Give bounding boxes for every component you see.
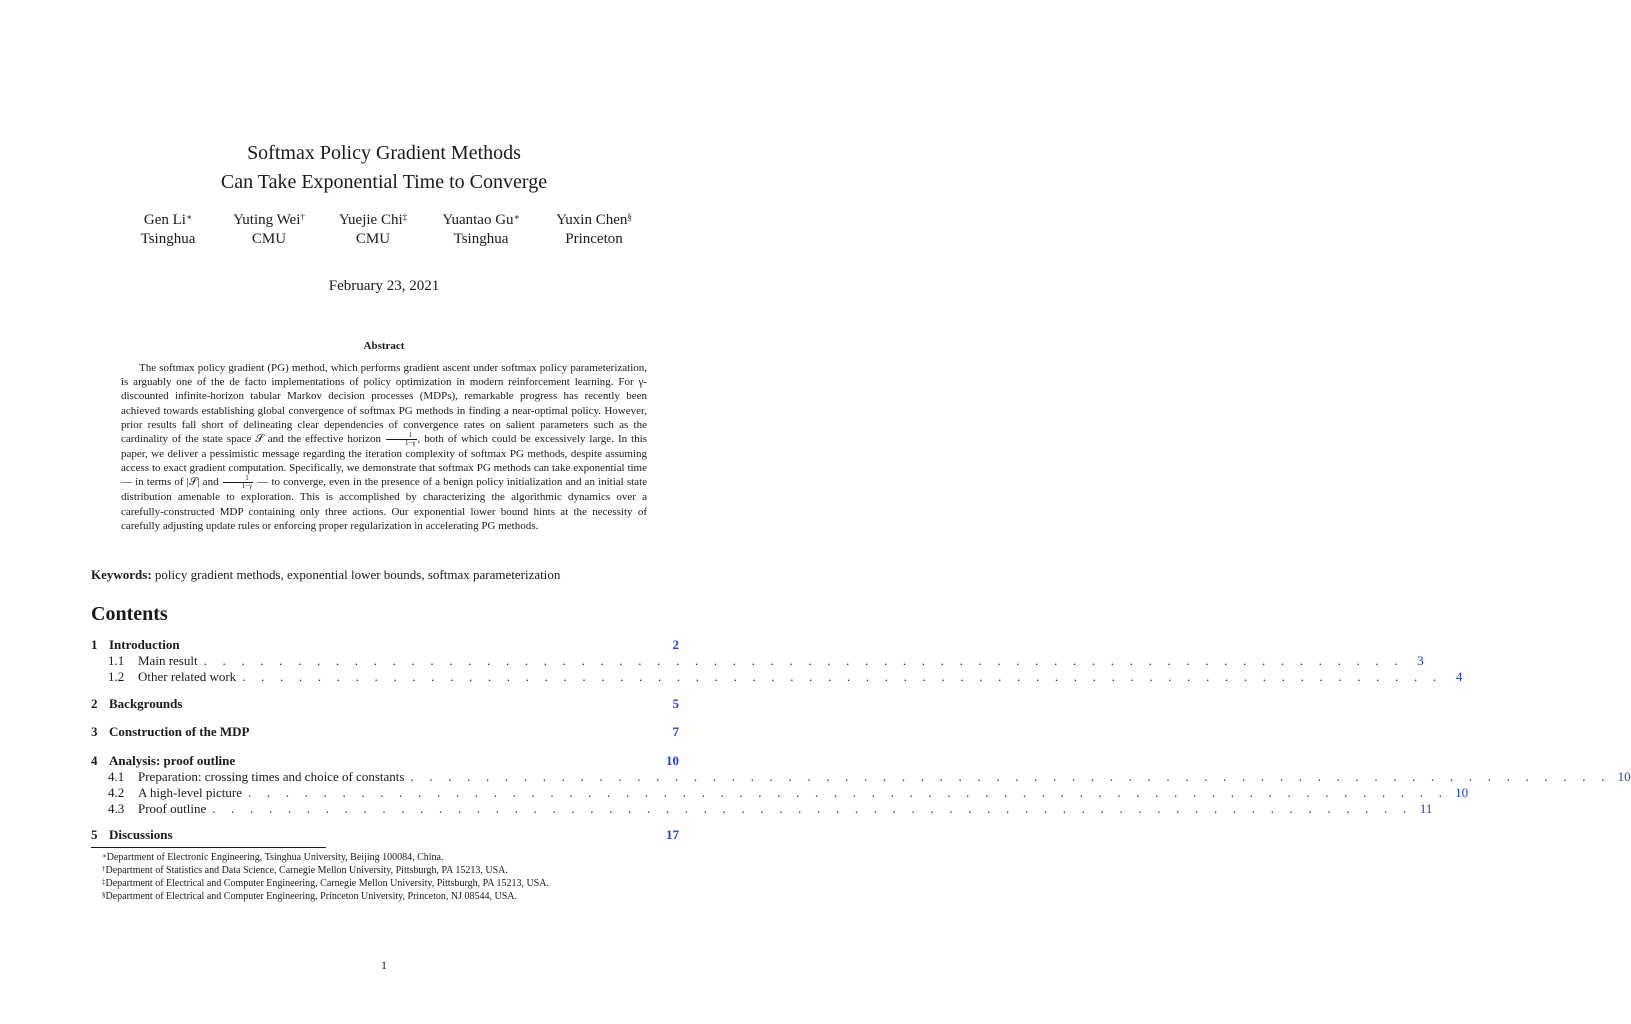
fraction-one-over-one-minus-gamma xyxy=(223,475,254,490)
toc-number: 1.1 xyxy=(108,653,125,668)
keywords-line xyxy=(91,567,691,583)
toc-number: 1.2 xyxy=(108,669,125,684)
fraction-denominator: 1−γ xyxy=(404,439,416,448)
toc-number: 3 xyxy=(91,724,98,739)
toc-entry[interactable] xyxy=(91,827,679,843)
footnote-text: Department of Electrical and Computer Engineering, Carnegie Mellon University, Pittsburgh, PA 15213, USA. xyxy=(105,878,549,889)
author-affiliation: CMU xyxy=(355,231,391,247)
keywords-label: Keywords: xyxy=(91,567,152,582)
toc-number: 4.3 xyxy=(108,801,125,816)
footnote-text: Department of Statistics and Data Science, Carnegie Mellon University, Pittsburgh, PA 15213, USA. xyxy=(105,865,508,876)
toc-entry[interactable] xyxy=(91,696,679,712)
toc-label: Proof outline xyxy=(138,801,207,816)
page-number: 1 xyxy=(381,958,387,972)
author-name: Gen Li xyxy=(143,212,186,228)
toc-number: 4.2 xyxy=(108,785,125,800)
toc-page-link[interactable]: 10 xyxy=(666,753,679,768)
toc-label: Discussions xyxy=(109,827,173,842)
author-affiliation: CMU xyxy=(251,231,287,247)
toc-number: 4.1 xyxy=(108,769,125,784)
author-name: Yuting Wei xyxy=(233,212,301,228)
keywords-text: policy gradient methods, exponential lower bounds, softmax parameterization xyxy=(154,567,561,582)
toc-label: Main result xyxy=(138,653,198,668)
toc-label: A high-level picture xyxy=(138,785,242,800)
toc-page-link[interactable]: 17 xyxy=(666,827,679,842)
author-mark: † xyxy=(300,212,305,222)
toc-leader-dots: . . . . . . . . . . . . . . . . . . . . . . . . . . . . . . . . . . . . . . . . . . . . . . . . . . . . . . . . . . . . . . . . xyxy=(242,669,1443,684)
toc-page-link[interactable]: 2 xyxy=(672,637,679,652)
author-mark: ∗ xyxy=(513,212,520,222)
toc-page-link[interactable]: 10 xyxy=(1617,769,1631,784)
toc-page-link[interactable]: 7 xyxy=(672,724,679,739)
author-name: Yuantao Gu xyxy=(442,212,514,228)
toc-entry[interactable] xyxy=(91,637,679,653)
author-mark: ‡ xyxy=(402,212,408,222)
toc-entry[interactable] xyxy=(91,769,1631,785)
footnote-mark: ‡ xyxy=(102,878,106,886)
author-affiliation: Princeton xyxy=(565,231,623,247)
author-block xyxy=(128,211,208,249)
author-name: Yuxin Chen xyxy=(556,212,628,228)
toc-page-link[interactable]: 10 xyxy=(1455,785,1469,800)
fraction-numerator: 1 xyxy=(386,432,417,440)
paper-title-line-2: Can Take Exponential Time to Converge xyxy=(220,171,548,193)
abstract-heading: Abstract xyxy=(363,340,405,352)
toc-entry[interactable] xyxy=(91,724,679,740)
footnote xyxy=(102,851,702,864)
toc-page-link[interactable]: 11 xyxy=(1419,801,1433,816)
toc-entry[interactable] xyxy=(91,801,1433,817)
author-block xyxy=(547,211,641,249)
footnote-rule xyxy=(91,847,326,848)
toc-leader-dots: . . . . . . . . . . . . . . . . . . . . . . . . . . . . . . . . . . . . . . . . . . . . . . . . . . . . . . . . . . . . . . . . xyxy=(247,785,1449,800)
toc-leader-dots: . . . . . . . . . . . . . . . . . . . . . . . . . . . . . . . . . . . . . . . . . . . . . . . . . . . . . . . . . . . . . . . . xyxy=(212,801,1413,816)
toc-label: Preparation: crossing times and choice of constants xyxy=(138,769,405,784)
toc-entry[interactable] xyxy=(91,753,679,769)
author-mark: § xyxy=(627,212,632,222)
toc-leader-dots: . . . . . . . . . . . . . . . . . . . . . . . . . . . . . . . . . . . . . . . . . . . . . . . . . . . . . . . . . . . . . . . . xyxy=(203,653,1404,668)
footnote-text: Department of Electronic Engineering, Tsinghua University, Beijing 100084, China. xyxy=(106,852,444,863)
author-block xyxy=(222,211,316,249)
fraction-one-over-one-minus-gamma xyxy=(386,432,417,447)
footnote xyxy=(102,877,702,890)
paper-title-line-1: Softmax Policy Gradient Methods xyxy=(247,142,521,164)
toc-number: 5 xyxy=(91,827,98,842)
toc-entry[interactable] xyxy=(91,669,1463,685)
footnote xyxy=(102,890,702,903)
toc-label: Backgrounds xyxy=(109,696,183,711)
abstract-body xyxy=(121,361,647,533)
toc-label: Other related work xyxy=(138,669,237,684)
toc-page-link[interactable]: 5 xyxy=(672,696,679,711)
toc-entry[interactable] xyxy=(91,653,1424,669)
toc-number: 1 xyxy=(91,637,98,652)
paper-date: February 23, 2021 xyxy=(328,278,440,294)
author-name: Yuejie Chi xyxy=(338,212,403,228)
abstract-text-part-1: The softmax policy gradient (PG) method, which performs gradient ascent under softmax policy parameterization, is arguably one of the de facto implementations of policy optimization in modern reinforcement learning. For γ-discounted infinite-horizon tabular Markov decision processes (MDPs), remarkable progress has recently been achieved towards establishing global convergence of softmax PG methods in finding a near-optimal policy. However, prior results fall short of delineating clear dependencies of convergence rates on salient parameters such as the cardinality of the state space 𝒮 and the effective horizon xyxy=(121,362,647,446)
abstract-text-part-3: — to converge, even in the presence of a benign policy initialization and an initial state distribution amenable to exploration. This is accomplished by characterizing the algorithmic dynamics over a carefully-constructed MDP containing only three actions. Our exponential lower bound hints at the necessity of carefully adjusting update rules or enforcing proper regularization in accelerating PG methods. xyxy=(121,476,648,532)
toc-leader-dots: . . . . . . . . . . . . . . . . . . . . . . . . . . . . . . . . . . . . . . . . . . . . . . . . . . . . . . . . . . . . . . . . xyxy=(410,769,1611,784)
toc-entry[interactable] xyxy=(91,785,1469,801)
author-mark: ∗ xyxy=(185,212,193,222)
toc-page-link[interactable]: 3 xyxy=(1417,653,1424,668)
footnote-mark: † xyxy=(102,865,106,873)
footnote-mark: § xyxy=(102,891,106,899)
fraction-denominator: 1−γ xyxy=(241,482,253,491)
footnote-text: Department of Electrical and Computer Engineering, Princeton University, Princeton, NJ 08544, USA. xyxy=(105,891,517,902)
abstract-text-part-2: , both of which could be excessively large. In this paper, we deliver a pessimistic message regarding the iteration complexity of softmax PG methods, despite assuming access to exact gradient computation. Specifically, we demonstrate that softmax PG methods can take exponential time — in terms of |𝒮| and xyxy=(121,433,648,489)
footnote-mark: ∗ xyxy=(102,852,107,860)
toc-number: 4 xyxy=(91,753,98,768)
author-affiliation: Tsinghua xyxy=(140,231,196,247)
toc-page-link[interactable]: 4 xyxy=(1455,669,1463,684)
author-block xyxy=(434,211,528,249)
contents-heading: Contents xyxy=(91,603,168,625)
toc-label: Construction of the MDP xyxy=(109,724,250,739)
toc-label: Analysis: proof outline xyxy=(109,753,236,768)
toc-number: 2 xyxy=(91,696,98,711)
toc-label: Introduction xyxy=(109,637,180,652)
author-affiliation: Tsinghua xyxy=(453,231,509,247)
author-block xyxy=(329,211,417,249)
fraction-numerator: 1 xyxy=(223,475,254,483)
footnote xyxy=(102,864,702,877)
